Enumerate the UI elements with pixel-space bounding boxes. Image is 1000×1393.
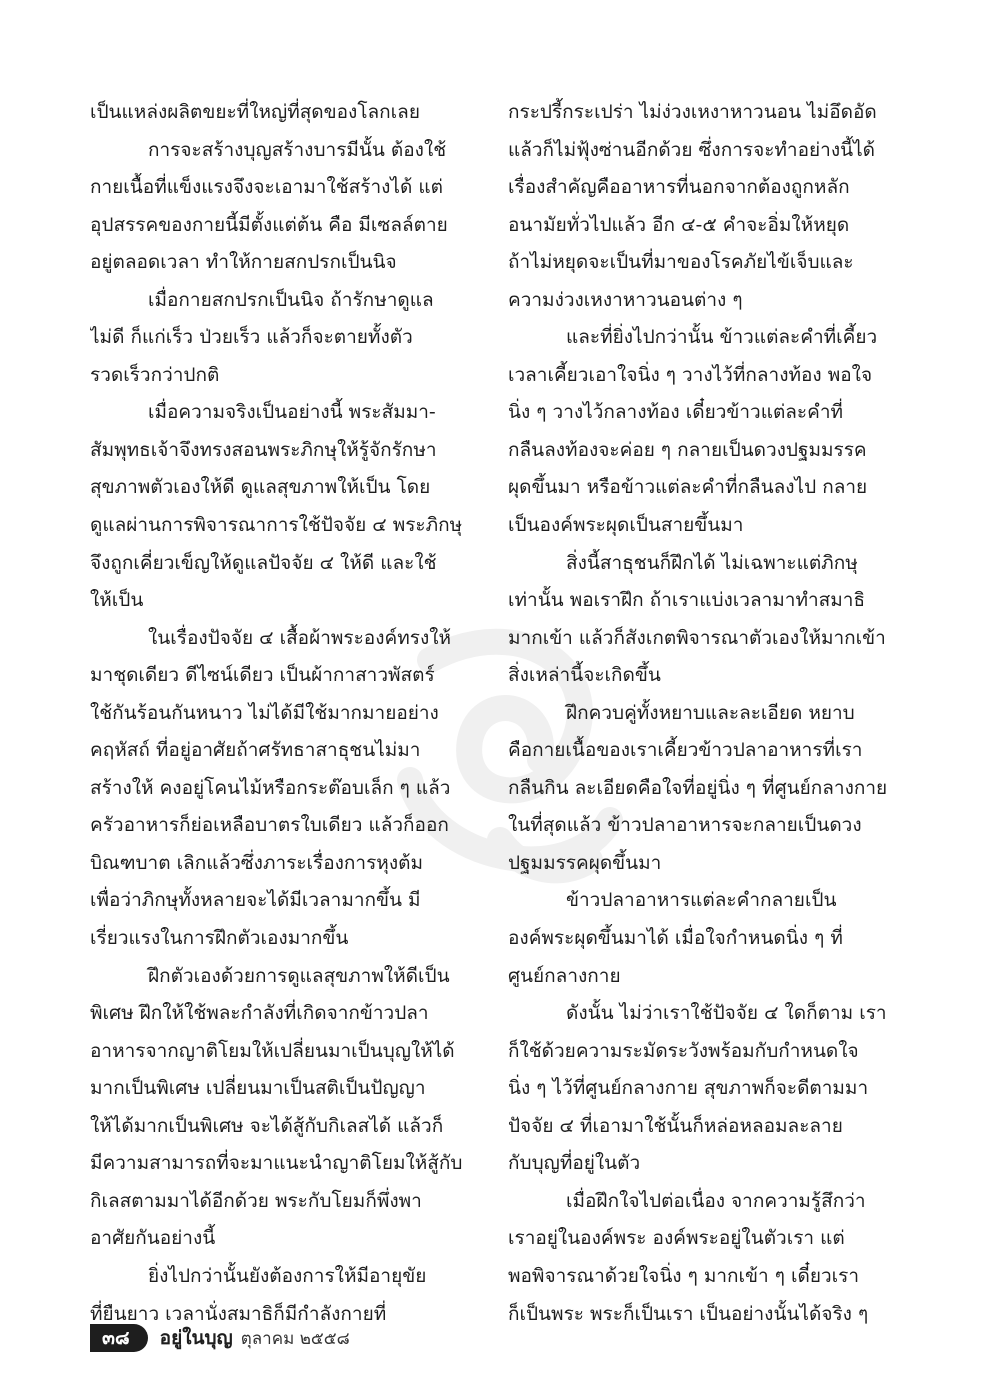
text-line: คือกายเนื้อของเราเคี้ยวข้าวปลาอาหารที่เรา xyxy=(508,739,863,762)
text-line: กิเลสตามมาได้อีกด้วย พระกับโยมก็พึ่งพา xyxy=(90,1189,422,1212)
text-line: อาหารจากญาติโยมให้เปลี่ยนมาเป็นบุญให้ได้ xyxy=(90,1039,455,1062)
text-line: ฝึกควบคู่ทั้งหยาบและละเอียด หยาบ xyxy=(566,701,855,724)
text-line: อุปสรรคของกายนี้มีตั้งแต่ต้น คือ มีเซลล์ตาย xyxy=(90,213,448,236)
text-line: มากเป็นพิเศษ เปลี่ยนมาเป็นสติเป็นปัญญา xyxy=(90,1077,426,1100)
text-line: สุขภาพตัวเองให้ดี ดูแลสุขภาพให้เป็น โดย xyxy=(90,476,431,499)
text-line: ผุดขึ้นมา หรือข้าวแต่ละคำที่กลืนลงไป กลาย xyxy=(508,476,868,499)
text-line: เป็นแหล่งผลิตขยะที่ใหญ่ที่สุดของโลกเลย xyxy=(90,101,420,123)
text-line: ปัจจัย ๔ ที่เอามาใช้นั้นก็หล่อหลอมละลาย xyxy=(508,1114,843,1137)
text-line: ฝึกตัวเองด้วยการดูแลสุขภาพให้ดีเป็น xyxy=(148,964,450,987)
text-line: อาศัยกันอย่างนี้ xyxy=(90,1227,216,1250)
text-line: มาชุดเดียว ดีไซน์เดียว เป็นผ้ากาสาวพัสตร์ xyxy=(90,664,435,687)
text-line: เพื่อว่าภิกษุทั้งหลายจะได้มีเวลามากขึ้น มี xyxy=(90,889,421,912)
text-line: เรื่องสำคัญคืออาหารที่นอกจากต้องถูกหลัก xyxy=(508,176,850,199)
text-line: กายเนื้อที่แข็งแรงจึงจะเอามาใช้สร้างได้ แต่ xyxy=(90,176,443,199)
text-line: ที่ยืนยาว เวลานั่งสมาธิก็มีกำลังกายที่ xyxy=(90,1302,387,1325)
text-line: กลืนกิน ละเอียดคือใจที่อยู่นิ่ง ๆ ที่ศูนย์กลางกาย xyxy=(508,776,888,799)
text-line: ดังนั้น ไม่ว่าเราใช้ปัจจัย ๔ ใดก็ตาม เรา xyxy=(566,1002,887,1025)
text-line: ความง่วงเหงาหาวนอนต่าง ๆ xyxy=(508,288,743,311)
text-line: เมื่อความจริงเป็นอย่างนี้ พระสัมมา- xyxy=(148,401,436,424)
magazine-name: อยู่ในบุญ xyxy=(159,1327,233,1349)
text-line: ในเรื่องปัจจัย ๔ เสื้อผ้าพระองค์ทรงให้ xyxy=(148,626,452,649)
text-line: ข้าวปลาอาหารแต่ละคำกลายเป็น xyxy=(566,889,837,912)
text-line: และที่ยิ่งไปกว่านั้น ข้าวแต่ละคำที่เคี้ยว xyxy=(566,326,878,349)
text-line: อนามัยทั่วไปแล้ว อีก ๔-๕ คำจะอิ่มให้หยุด xyxy=(508,213,850,236)
text-line: ถ้าไม่หยุดจะเป็นที่มาของโรคภัยไข้เจ็บและ xyxy=(508,251,854,274)
text-line: สิ่งเหล่านี้จะเกิดขึ้น xyxy=(508,664,661,687)
text-line: เรี่ยวแรงในการฝึกตัวเองมากขึ้น xyxy=(90,927,349,950)
page-number: ๓๘ xyxy=(90,1324,148,1352)
text-line: กับบุญที่อยู่ในตัว xyxy=(508,1152,641,1175)
text-line: กระปรี้กระเปร่า ไม่ง่วงเหงาหาวนอน ไม่อึดอัด xyxy=(508,101,877,123)
text-line: ดูแลผ่านการพิจารณาการใช้ปัจจัย ๔ พระภิกษุ xyxy=(90,514,463,537)
text-line: ให้ได้มากเป็นพิเศษ จะได้สู้กับกิเลสได้ แล้วก็ xyxy=(90,1114,444,1137)
text-line: เป็นองค์พระผุดเป็นสายขึ้นมา xyxy=(508,514,744,537)
text-line: เมื่อกายสกปรกเป็นนิจ ถ้ารักษาดูแล xyxy=(148,288,434,311)
issue-date: ตุลาคม ๒๕๕๘ xyxy=(240,1328,350,1349)
text-line: สัมพุทธเจ้าจึงทรงสอนพระภิกษุให้รู้จักรักษา xyxy=(90,438,437,461)
text-line: พิเศษ ฝึกให้ใช้พละกำลังที่เกิดจากข้าวปลา xyxy=(90,1002,429,1025)
text-line: การจะสร้างบุญสร้างบารมีนั้น ต้องใช้ xyxy=(148,138,447,161)
text-line: เท่านั้น พอเราฝึก ถ้าเราแบ่งเวลามาทำสมาธิ xyxy=(508,589,866,612)
text-line: องค์พระผุดขึ้นมาได้ เมื่อใจกำหนดนิ่ง ๆ ที่ xyxy=(508,927,843,950)
text-line: อยู่ตลอดเวลา ทำให้กายสกปรกเป็นนิจ xyxy=(90,251,397,274)
page-footer xyxy=(90,1322,350,1354)
text-line: กลืนลงท้องจะค่อย ๆ กลายเป็นดวงปฐมมรรค xyxy=(508,438,867,461)
text-line: ใช้กันร้อนกันหนาว ไม่ได้มีใช้มากมายอย่าง xyxy=(90,701,439,724)
left-column xyxy=(90,94,484,1333)
text-line: สร้างให้ คงอยู่โคนไม้หรือกระต๊อบเล็ก ๆ แล้ว xyxy=(90,776,451,799)
text-line: ยิ่งไปกว่านั้นยังต้องการให้มีอายุขัย xyxy=(148,1264,427,1287)
text-line: เวลาเคี้ยวเอาใจนิ่ง ๆ วางไว้ที่กลางท้อง พอใจ xyxy=(508,363,873,386)
text-line: มีความสามารถที่จะมาแนะนำญาติโยมให้สู้กับ xyxy=(90,1152,463,1175)
right-column xyxy=(508,94,902,1333)
text-line: สิ่งนี้สาธุชนก็ฝึกได้ ไม่เฉพาะแต่ภิกษุ xyxy=(566,551,858,574)
text-line: เราอยู่ในองค์พระ องค์พระอยู่ในตัวเรา แต่ xyxy=(508,1227,845,1250)
text-line: ครัวอาหารก็ย่อเหลือบาตรใบเดียว แล้วก็ออก xyxy=(90,814,449,837)
text-line: ก็เป็นพระ พระก็เป็นเรา เป็นอย่างนั้นได้จริง ๆ xyxy=(508,1302,869,1325)
text-line: นิ่ง ๆ ไว้ที่ศูนย์กลางกาย สุขภาพก็จะดีตามมา xyxy=(508,1077,869,1100)
text-line: บิณฑบาต เลิกแล้วซึ่งภาระเรื่องการหุงต้ม xyxy=(90,851,423,874)
text-line: ให้เป็น xyxy=(90,589,144,612)
text-line: ก็ใช้ด้วยความระมัดระวังพร้อมกับกำหนดใจ xyxy=(508,1039,859,1062)
text-line: คฤหัสถ์ ที่อยู่อาศัยถ้าศรัทธาสาธุชนไม่มา xyxy=(90,739,421,762)
text-line: ปฐมมรรคผุดขึ้นมา xyxy=(508,851,662,874)
text-line: มากเข้า แล้วก็สังเกตพิจารณาตัวเองให้มากเข้า xyxy=(508,626,886,649)
text-line: รวดเร็วกว่าปกติ xyxy=(90,363,220,386)
text-line: ศูนย์กลางกาย xyxy=(508,964,621,987)
text-line: แล้วก็ไม่ฟุ้งซ่านอีกด้วย ซึ่งการจะทำอย่างนี้ได้ xyxy=(508,138,875,161)
text-line: เมื่อฝึกใจไปต่อเนื่อง จากความรู้สึกว่า xyxy=(566,1189,866,1212)
text-line: ในที่สุดแล้ว ข้าวปลาอาหารจะกลายเป็นดวง xyxy=(508,814,862,837)
text-line: จึงถูกเคี่ยวเข็ญให้ดูแลปัจจัย ๔ ให้ดี และใช้ xyxy=(90,551,437,574)
text-line: นิ่ง ๆ วางไว้กลางท้อง เดี๋ยวข้าวแต่ละคำที่ xyxy=(508,401,844,424)
text-line: ไม่ดี ก็แก่เร็ว ป่วยเร็ว แล้วก็จะตายทั้งตัว xyxy=(90,326,413,349)
text-line: พอพิจารณาด้วยใจนิ่ง ๆ มากเข้า ๆ เดี๋ยวเรา xyxy=(508,1264,859,1287)
